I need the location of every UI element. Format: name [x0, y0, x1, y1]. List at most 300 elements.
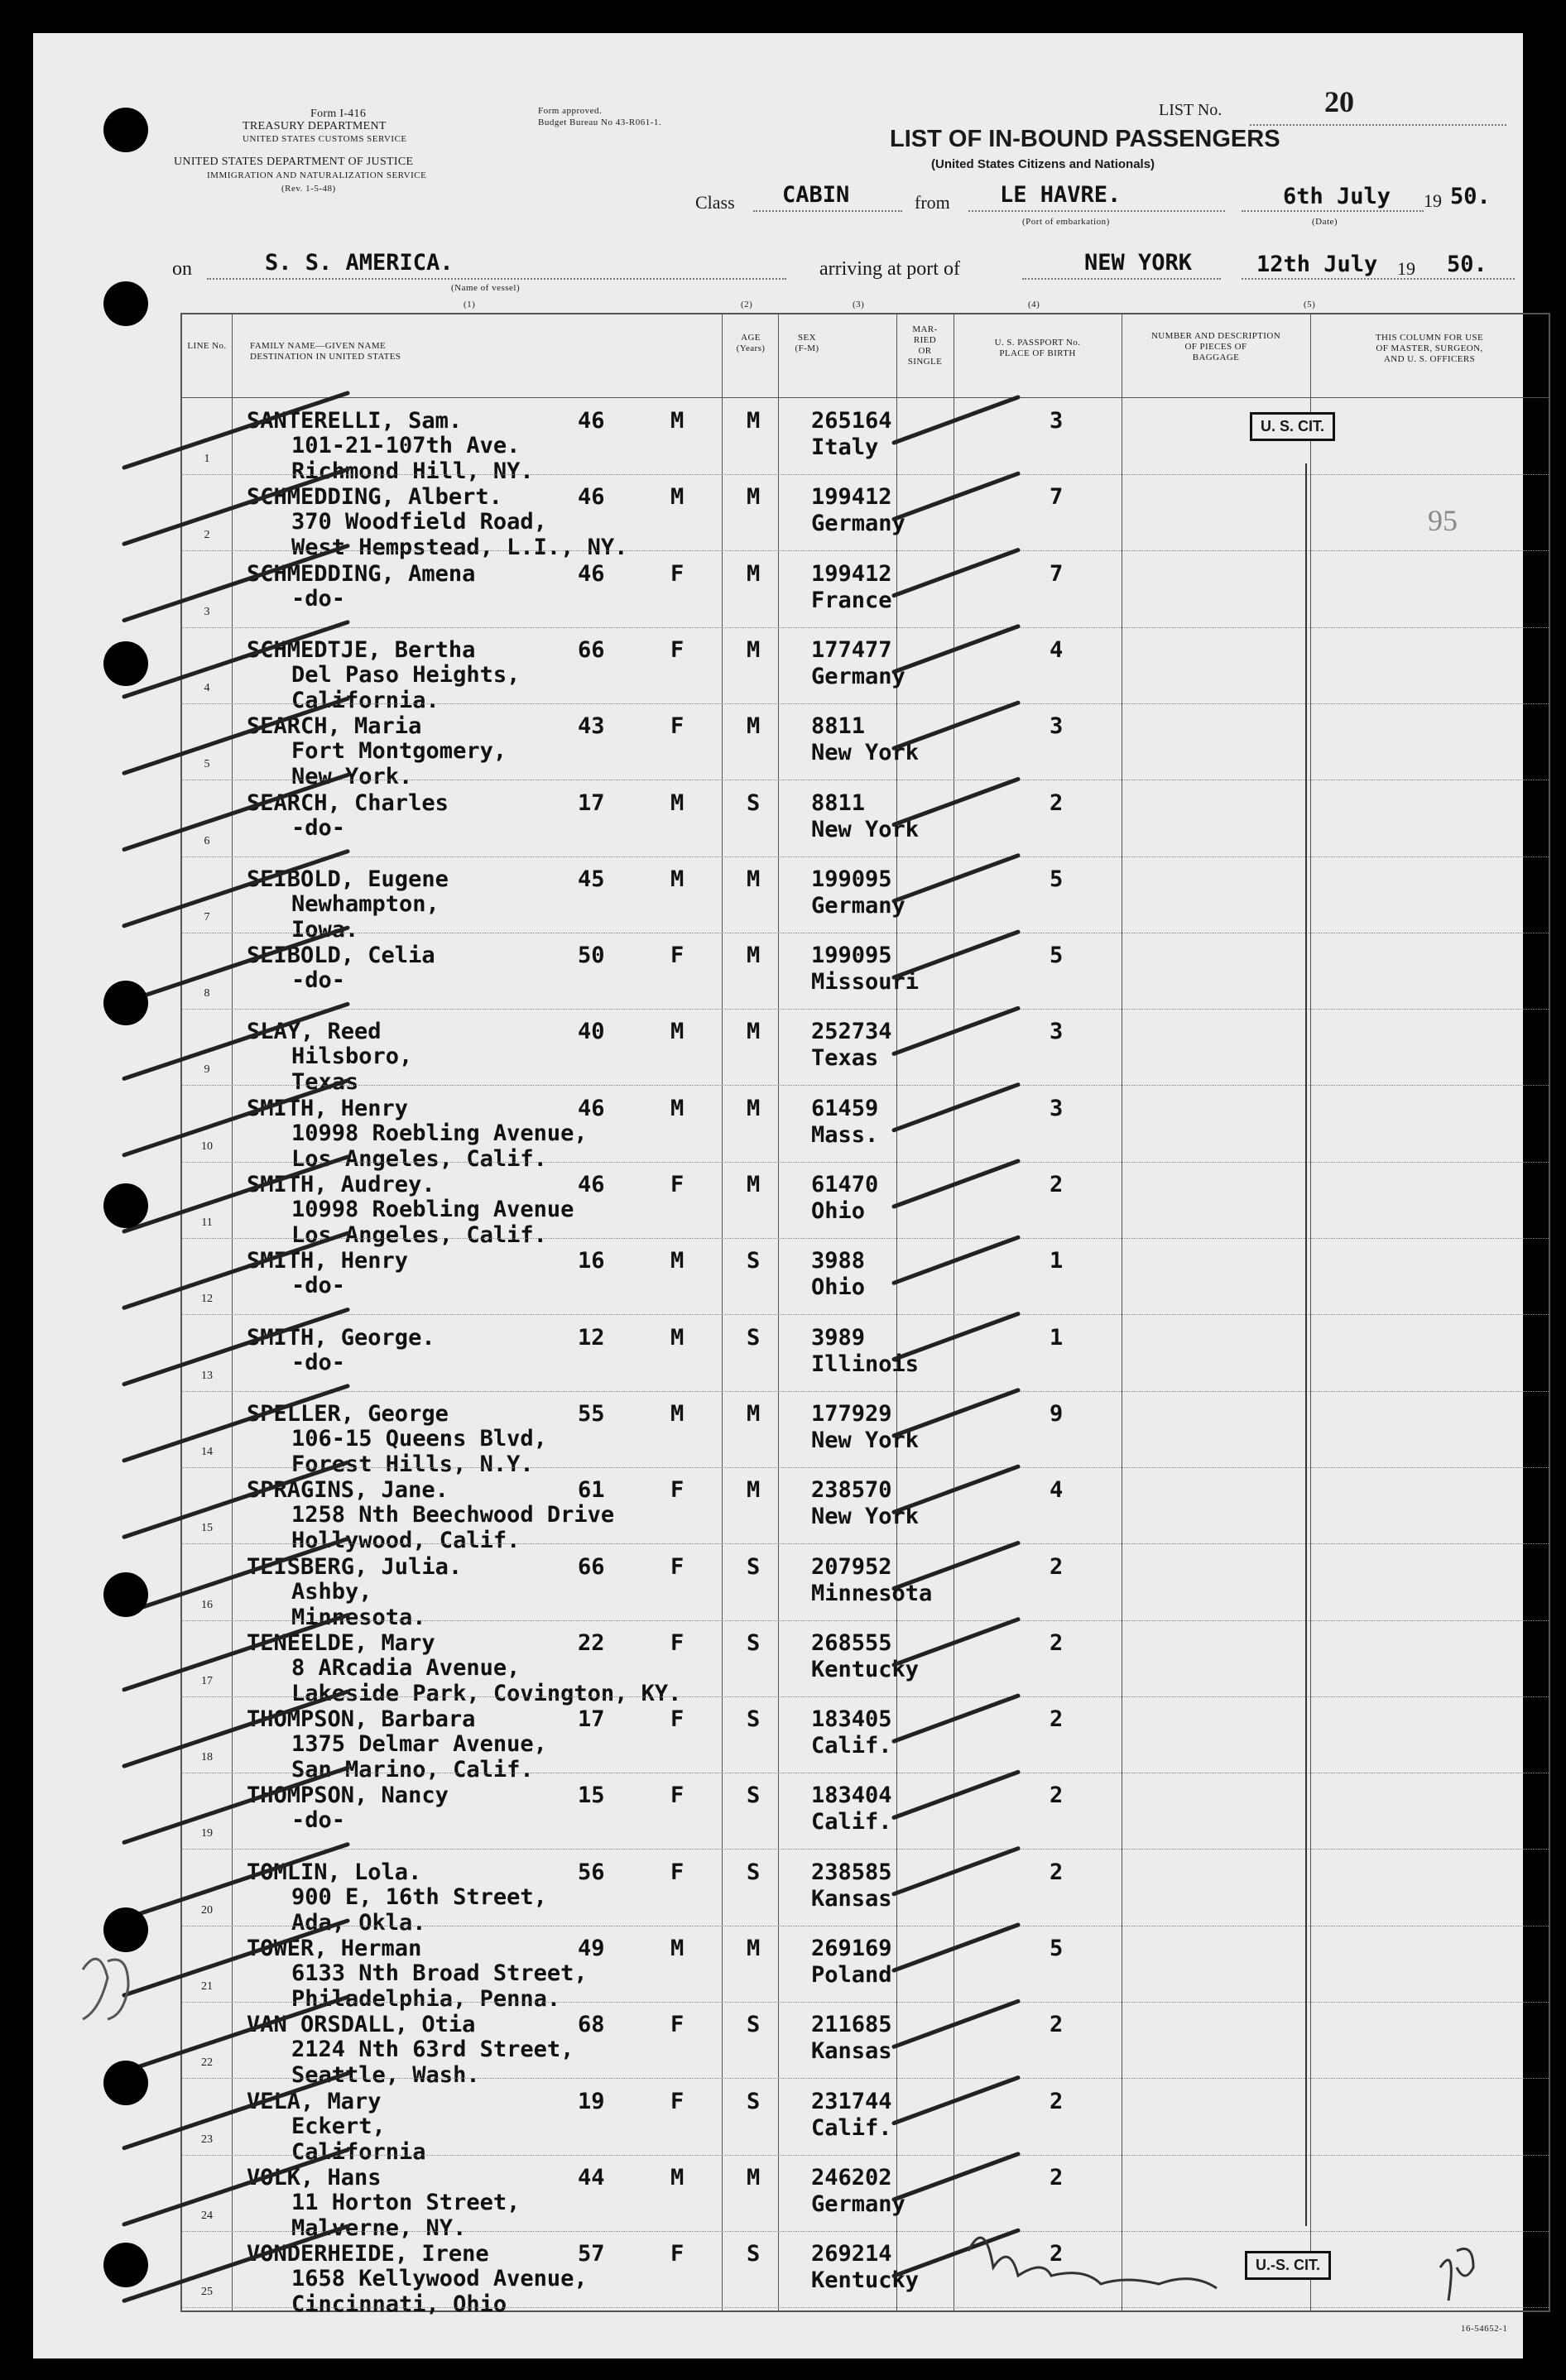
passenger-age: 68: [578, 2012, 605, 2038]
passenger-sex: M: [670, 484, 685, 511]
passenger-marital-status: M: [747, 1019, 761, 1045]
passenger-sex: F: [670, 560, 685, 587]
line-number: 7: [204, 910, 210, 924]
passport-number: 3989: [811, 1324, 866, 1351]
pencil-check-stroke: [894, 932, 1018, 977]
passenger-marital-status: M: [747, 866, 761, 892]
passenger-marital-status: M: [747, 408, 761, 434]
baggage-count: 3: [1050, 713, 1064, 740]
line-number: 3: [204, 605, 210, 618]
departure-year-prefix: 19: [1424, 190, 1442, 211]
inspector-signature: [968, 2238, 1217, 2288]
passenger-sex: M: [670, 1019, 685, 1045]
passenger-sex: M: [670, 789, 685, 816]
passenger-name: VOLK, Hans: [247, 2164, 382, 2190]
passenger-sex: F: [670, 1172, 685, 1197]
line-number: 21: [201, 1980, 213, 1993]
pencil-check-stroke: [124, 1157, 348, 1231]
line-number: 1: [204, 453, 210, 465]
passenger-marital-status: M: [747, 943, 761, 969]
pencil-check-stroke: [124, 2226, 348, 2301]
pencil-check-stroke: [894, 1085, 1018, 1130]
pencil-check-stroke: [124, 1768, 348, 1842]
passenger-sex: F: [670, 2012, 685, 2038]
pencil-check-stroke: [124, 1845, 348, 1919]
passport-number: 3988: [811, 1248, 866, 1274]
baggage-count: 3: [1050, 1019, 1064, 1045]
passenger-sex: M: [670, 1095, 685, 1121]
passport-number: 238570: [811, 1477, 892, 1504]
line-number: 16: [201, 1598, 213, 1611]
passenger-age: 19: [578, 2088, 605, 2114]
place-of-birth: Italy: [811, 434, 879, 460]
passenger-name: SPELLER, George: [247, 1400, 449, 1427]
passenger-destination: -do-: [291, 1807, 346, 1834]
passenger-age: 57: [578, 2241, 605, 2267]
pencil-check-stroke: [124, 1081, 348, 1155]
page-subtitle: (United States Citizens and Nationals): [931, 157, 1155, 171]
line-number: 15: [201, 1522, 213, 1535]
passenger-name: SMITH, Henry: [247, 1248, 409, 1274]
passenger-age: 56: [578, 1859, 605, 1885]
passenger-sex: M: [670, 408, 685, 434]
passenger-destination: 1658 Kellywood Avenue, Cincinnati, Ohio: [291, 2266, 588, 2318]
punch-hole: [103, 1183, 148, 1228]
passenger-age: 46: [578, 484, 605, 511]
customs-service: UNITED STATES CUSTOMS SERVICE: [243, 134, 407, 144]
passenger-age: 66: [578, 636, 605, 663]
baggage-count: 2: [1050, 1629, 1064, 1656]
passenger-destination: 900 E, 16th Street, Ada, Okla.: [291, 1883, 547, 1936]
handwritten-initials: [1440, 2249, 1473, 2301]
place-of-birth: Germany: [811, 663, 905, 689]
passenger-marital-status: M: [747, 1172, 761, 1197]
passenger-destination: 8 ARcadia Avenue, Lakeside Park, Covington, KY.: [291, 1654, 682, 1706]
header-age: AGE (Years): [736, 333, 766, 353]
passport-number: 177477: [811, 636, 892, 663]
line-number: 19: [201, 1827, 213, 1840]
header-passport: U. S. PASSPORT No. PLACE OF BIRTH: [994, 338, 1081, 358]
punch-hole: [103, 1907, 148, 1952]
passenger-sex: F: [670, 1477, 685, 1504]
pencil-check-stroke: [124, 1233, 348, 1308]
baggage-count: 9: [1050, 1400, 1064, 1427]
place-of-birth: Calif.: [811, 1733, 892, 1759]
pencil-check-stroke: [124, 1615, 348, 1690]
punch-hole: [103, 981, 148, 1025]
pencil-check-stroke: [894, 1314, 1018, 1360]
header-officers: THIS COLUMN FOR USE OF MASTER, SURGEON, AND U. S. OFFICERS: [1375, 333, 1484, 364]
from-value: LE HAVRE.: [1000, 182, 1122, 208]
passenger-name: SMITH, Henry: [247, 1095, 409, 1121]
passenger-marital-status: M: [747, 636, 761, 663]
passport-number: 231744: [811, 2088, 892, 2114]
passenger-marital-status: M: [747, 1936, 761, 1961]
place-of-birth: France: [811, 587, 892, 613]
passport-number: 199095: [811, 943, 892, 969]
passenger-marital-status: S: [747, 1783, 761, 1809]
line-number: 5: [204, 758, 210, 771]
passenger-sex: M: [670, 1400, 685, 1427]
pencil-check-stroke: [124, 622, 348, 697]
arrival-date: 12th July: [1256, 252, 1378, 277]
line-number: 2: [204, 529, 210, 542]
passenger-sex: M: [670, 866, 685, 892]
passenger-destination: -do-: [291, 1349, 346, 1375]
pencil-check-stroke: [894, 473, 1018, 519]
line-number: 25: [201, 2286, 213, 2299]
justice-dept: UNITED STATES DEPARTMENT OF JUSTICE: [174, 156, 414, 168]
line-number: 11: [201, 1216, 213, 1229]
pencil-check-stroke: [894, 1772, 1018, 1817]
passenger-marital-status: S: [747, 1248, 761, 1274]
passenger-name: VAN ORSDALL, Otia: [247, 2012, 476, 2038]
rev-date: (Rev. 1-5-48): [281, 184, 336, 194]
passenger-destination: -do-: [291, 1273, 346, 1299]
passenger-marital-status: M: [747, 1400, 761, 1427]
pencil-check-stroke: [124, 852, 348, 926]
passport-number: 265164: [811, 408, 892, 434]
arrival-year-prefix: 19: [1397, 258, 1415, 279]
baggage-count: 3: [1050, 1095, 1064, 1121]
passenger-marital-status: M: [747, 1477, 761, 1504]
passenger-name: THOMPSON, Barbara: [247, 1706, 476, 1733]
list-no-value: 20: [1324, 85, 1354, 118]
place-of-birth: Calif.: [811, 2114, 892, 2141]
passenger-name: TEISBERG, Julia.: [247, 1553, 463, 1580]
pencil-check-stroke: [124, 393, 348, 468]
place-of-birth: Texas: [811, 1045, 879, 1072]
passport-number: 183405: [811, 1706, 892, 1733]
header-married: MAR- RIED OR SINGLE: [907, 324, 943, 367]
line-number: 14: [201, 1445, 213, 1458]
ins-service: IMMIGRATION AND NATURALIZATION SERVICE: [207, 170, 427, 180]
line-number: 24: [201, 2209, 213, 2222]
col-5-number: (5): [1304, 300, 1316, 309]
passport-number: 199412: [811, 560, 892, 587]
line-number: 20: [201, 1903, 213, 1917]
passenger-age: 22: [578, 1629, 605, 1656]
pencil-check-stroke: [894, 2230, 1018, 2276]
place-of-birth: Illinois: [811, 1351, 920, 1377]
us-citizen-stamp-bottom: U.-S. CIT.: [1245, 2251, 1331, 2280]
passenger-name: SLAY, Reed: [247, 1019, 382, 1045]
line-number: 22: [201, 2056, 213, 2070]
passenger-destination: 101-21-107th Ave. Richmond Hill, NY.: [291, 433, 534, 484]
passport-number: 61459: [811, 1095, 879, 1121]
pencil-check-stroke: [124, 469, 348, 544]
pencil-check-stroke: [124, 1462, 348, 1537]
passenger-marital-status: S: [747, 1859, 761, 1885]
passport-number: 238585: [811, 1859, 892, 1885]
baggage-count: 5: [1050, 943, 1064, 969]
punch-hole: [103, 2243, 148, 2287]
passenger-destination: 1375 Delmar Avenue, San Marino, Calif.: [291, 1731, 547, 1783]
pencil-check-stroke: [894, 1237, 1018, 1283]
passenger-destination: Hilsboro, Texas: [291, 1044, 413, 1096]
passenger-destination: Eckert, California: [291, 2113, 426, 2165]
passenger-age: 40: [578, 1019, 605, 1045]
pencil-check-stroke: [894, 703, 1018, 748]
pencil-check-stroke: [124, 775, 348, 850]
passenger-destination: 6133 Nth Broad Street, Philadelphia, Penna.: [291, 1960, 588, 2012]
pencil-check-stroke: [894, 856, 1018, 901]
baggage-count: 5: [1050, 866, 1064, 892]
header-name: FAMILY NAME—GIVEN NAME DESTINATION IN UNITED STATES: [250, 341, 401, 362]
arrival-port: NEW YORK: [1084, 250, 1193, 276]
place-of-birth: Kentucky: [811, 2267, 920, 2294]
punch-hole: [103, 108, 148, 152]
pencil-check-stroke: [124, 698, 348, 773]
passenger-destination: 10998 Roebling Avenue Los Angeles, Calif.: [291, 1197, 574, 1248]
place-of-birth: Missouri: [811, 969, 920, 996]
pencil-check-stroke: [124, 2150, 348, 2224]
pencil-check-stroke: [124, 1386, 348, 1461]
list-no-label: LIST No.: [1159, 101, 1223, 119]
line-number: 10: [201, 1140, 213, 1153]
passenger-name: SEARCH, Maria: [247, 713, 422, 740]
place-of-birth: Germany: [811, 511, 905, 537]
col-2-number: (2): [741, 300, 753, 309]
passenger-age: 50: [578, 943, 605, 969]
passenger-marital-status: S: [747, 1706, 761, 1733]
place-of-birth: Kansas: [811, 1885, 892, 1912]
pencil-check-stroke: [894, 2001, 1018, 2047]
page-title: LIST OF IN-BOUND PASSENGERS: [890, 126, 1280, 152]
passenger-sex: F: [670, 1553, 685, 1580]
line-number: 12: [201, 1293, 213, 1306]
place-of-birth: Minnesota: [811, 1580, 933, 1606]
passenger-name: SEARCH, Charles: [247, 789, 449, 816]
handwritten-margin-note: [83, 1959, 128, 2019]
passport-number: 199095: [811, 866, 892, 892]
passport-number: 183404: [811, 1783, 892, 1809]
pencil-check-stroke: [894, 550, 1018, 596]
pencil-check-stroke: [894, 2154, 1018, 2200]
passenger-marital-status: M: [747, 2164, 761, 2190]
arrival-year: 50.: [1447, 252, 1487, 277]
baggage-count: 2: [1050, 1172, 1064, 1197]
passport-number: 246202: [811, 2164, 892, 2190]
passenger-name: SPRAGINS, Jane.: [247, 1477, 449, 1504]
departure-date: 6th July: [1283, 184, 1391, 209]
place-of-birth: New York: [811, 740, 920, 766]
pencil-check-stroke: [894, 1466, 1018, 1512]
place-of-birth: Ohio: [811, 1198, 866, 1224]
place-of-birth: Germany: [811, 2190, 905, 2217]
passenger-marital-status: S: [747, 1324, 761, 1351]
passenger-name: VELA, Mary: [247, 2088, 382, 2114]
passenger-destination: -do-: [291, 967, 346, 994]
line-number: 23: [201, 2133, 213, 2146]
place-of-birth: New York: [811, 1504, 920, 1530]
line-number: 4: [204, 681, 210, 694]
passenger-destination: Ashby, Minnesota.: [291, 1578, 426, 1630]
line-number: 17: [201, 1674, 213, 1687]
passport-number: 207952: [811, 1553, 892, 1580]
passenger-destination: -do-: [291, 814, 346, 841]
passport-number: 252734: [811, 1019, 892, 1045]
passenger-list-sheet: [33, 33, 1523, 2358]
line-number: 8: [204, 987, 210, 1000]
passenger-age: 46: [578, 1172, 605, 1197]
passenger-destination: 1258 Nth Beechwood Drive Hollywood, Calif.: [291, 1502, 615, 1554]
passenger-destination: Newhampton, Iowa.: [291, 890, 440, 943]
passport-number: 269169: [811, 1936, 892, 1961]
pencil-check-stroke: [124, 1921, 348, 1995]
baggage-count: 2: [1050, 1706, 1064, 1733]
from-label: from: [915, 192, 950, 213]
baggage-count: 5: [1050, 1936, 1064, 1961]
passenger-age: 12: [578, 1324, 605, 1351]
baggage-count: 2: [1050, 2088, 1064, 2114]
passenger-marital-status: S: [747, 1553, 761, 1580]
place-of-birth: Kansas: [811, 2038, 892, 2065]
passenger-name: SCHMEDDING, Albert.: [247, 484, 502, 511]
passenger-age: 46: [578, 1095, 605, 1121]
passenger-age: 61: [578, 1477, 605, 1504]
passenger-marital-status: S: [747, 2012, 761, 2038]
passenger-name: TENEELDE, Mary: [247, 1629, 435, 1656]
header-baggage: NUMBER AND DESCRIPTION OF PIECES OF BAGGAGE: [1150, 331, 1281, 362]
passenger-name: SMITH, Audrey.: [247, 1172, 435, 1197]
pencil-check-stroke: [894, 1161, 1018, 1207]
departure-year: 50.: [1450, 184, 1491, 209]
baggage-count: 2: [1050, 1553, 1064, 1580]
passenger-destination: 11 Horton Street, Malverne, NY.: [291, 2189, 521, 2241]
place-of-birth: New York: [811, 1427, 920, 1453]
pencil-check-stroke: [894, 1849, 1018, 1894]
passenger-marital-status: S: [747, 2088, 761, 2114]
passenger-sex: F: [670, 636, 685, 663]
pencil-check-stroke: [894, 1008, 1018, 1053]
passenger-destination: Del Paso Heights, California.: [291, 661, 521, 713]
side-number: 95: [1428, 504, 1458, 537]
baggage-count: 2: [1050, 2241, 1064, 2267]
passenger-age: 46: [578, 560, 605, 587]
passport-number: 8811: [811, 789, 866, 816]
passenger-age: 17: [578, 789, 605, 816]
pencil-check-stroke: [124, 1691, 348, 1766]
pencil-check-stroke: [894, 626, 1018, 672]
punch-hole: [103, 2061, 148, 2105]
passenger-name: SEIBOLD, Celia: [247, 943, 435, 969]
passenger-name: THOMPSON, Nancy: [247, 1783, 449, 1809]
passport-number: 177929: [811, 1400, 892, 1427]
place-of-birth: New York: [811, 816, 920, 842]
port-embark-caption: (Port of embarkation): [1022, 217, 1110, 227]
passenger-sex: F: [670, 1783, 685, 1809]
passenger-name: SANTERELLI, Sam.: [247, 408, 463, 434]
passenger-age: 55: [578, 1400, 605, 1427]
col-4-number: (4): [1028, 300, 1040, 309]
place-of-birth: Ohio: [811, 1274, 866, 1301]
passenger-destination: 10998 Roebling Avenue, Los Angeles, Calif.: [291, 1120, 588, 1172]
baggage-count: 2: [1050, 789, 1064, 816]
footer-code: 16-54652-1: [1461, 2324, 1508, 2334]
class-label: Class: [695, 192, 735, 213]
passenger-name: SCHMEDDING, Amena: [247, 560, 476, 587]
passenger-destination: 370 Woodfield Road, West Hempstead, L.I., NY.: [291, 509, 628, 561]
passport-number: 61470: [811, 1172, 879, 1197]
passenger-name: SMITH, George.: [247, 1324, 435, 1351]
passenger-age: 44: [578, 2164, 605, 2190]
line-number: 13: [201, 1369, 213, 1382]
baggage-count: 7: [1050, 484, 1064, 511]
place-of-birth: Germany: [811, 892, 905, 919]
passport-number: 268555: [811, 1629, 892, 1656]
passenger-name: VONDERHEIDE, Irene: [247, 2241, 489, 2267]
passenger-name: SCHMEDTJE, Bertha: [247, 636, 476, 663]
passenger-destination: -do-: [291, 585, 346, 612]
baggage-count: 1: [1050, 1324, 1064, 1351]
col-3-number: (3): [853, 300, 865, 309]
passenger-age: 16: [578, 1248, 605, 1274]
us-citizen-stamp-top: U. S. CIT.: [1250, 412, 1335, 441]
passport-number: 199412: [811, 484, 892, 511]
passenger-marital-status: S: [747, 1629, 761, 1656]
passenger-age: 43: [578, 713, 605, 740]
line-number: 9: [204, 1063, 210, 1077]
passenger-name: TOWER, Herman: [247, 1936, 422, 1961]
passenger-age: 45: [578, 866, 605, 892]
baggage-count: 2: [1050, 2012, 1064, 2038]
passenger-destination: 2124 Nth 63rd Street, Seattle, Wash.: [291, 2037, 574, 2089]
passenger-marital-status: M: [747, 484, 761, 511]
passport-number: 8811: [811, 713, 866, 740]
pencil-check-stroke: [124, 928, 348, 1002]
form-approved: Form approved.: [538, 106, 603, 116]
passenger-age: 46: [578, 408, 605, 434]
pencil-check-stroke: [894, 1543, 1018, 1589]
passenger-marital-status: M: [747, 713, 761, 740]
pencil-check-stroke: [894, 780, 1018, 825]
passenger-sex: F: [670, 2241, 685, 2267]
baggage-count: 4: [1050, 1477, 1064, 1504]
place-of-birth: Calif.: [811, 1809, 892, 1835]
passenger-destination: 106-15 Queens Blvd, Forest Hills, N.Y.: [291, 1425, 547, 1477]
treasury-dept: TREASURY DEPARTMENT: [243, 120, 387, 132]
arriving-label: arriving at port of: [819, 258, 960, 280]
passenger-sex: F: [670, 2088, 685, 2114]
passenger-sex: M: [670, 2164, 685, 2190]
baggage-count: 7: [1050, 560, 1064, 587]
pencil-marks-overlay: [33, 33, 1523, 2358]
passenger-sex: M: [670, 1324, 685, 1351]
date-caption: (Date): [1312, 217, 1338, 227]
pencil-check-stroke: [894, 1619, 1018, 1665]
header-line-no: LINE No.: [187, 341, 227, 351]
line-number: 18: [201, 1751, 213, 1764]
pencil-check-stroke: [894, 1696, 1018, 1741]
col-1-number: (1): [464, 300, 476, 309]
passenger-destination: Fort Montgomery, New York.: [291, 738, 507, 790]
passenger-name: SEIBOLD, Eugene: [247, 866, 449, 892]
pencil-check-stroke: [894, 397, 1018, 443]
place-of-birth: Kentucky: [811, 1656, 920, 1682]
pencil-check-stroke: [124, 1539, 348, 1614]
place-of-birth: Mass.: [811, 1121, 879, 1148]
passenger-sex: M: [670, 1936, 685, 1961]
passenger-sex: F: [670, 1629, 685, 1656]
form-number: Form I-416: [310, 108, 367, 120]
passenger-name: TOMLIN, Lola.: [247, 1859, 422, 1885]
header-sex: SEX (F-M): [795, 333, 819, 353]
place-of-birth: Poland: [811, 1962, 892, 1988]
passenger-sex: F: [670, 1706, 685, 1733]
pencil-check-stroke: [124, 1004, 348, 1078]
baggage-count: 3: [1050, 408, 1064, 434]
